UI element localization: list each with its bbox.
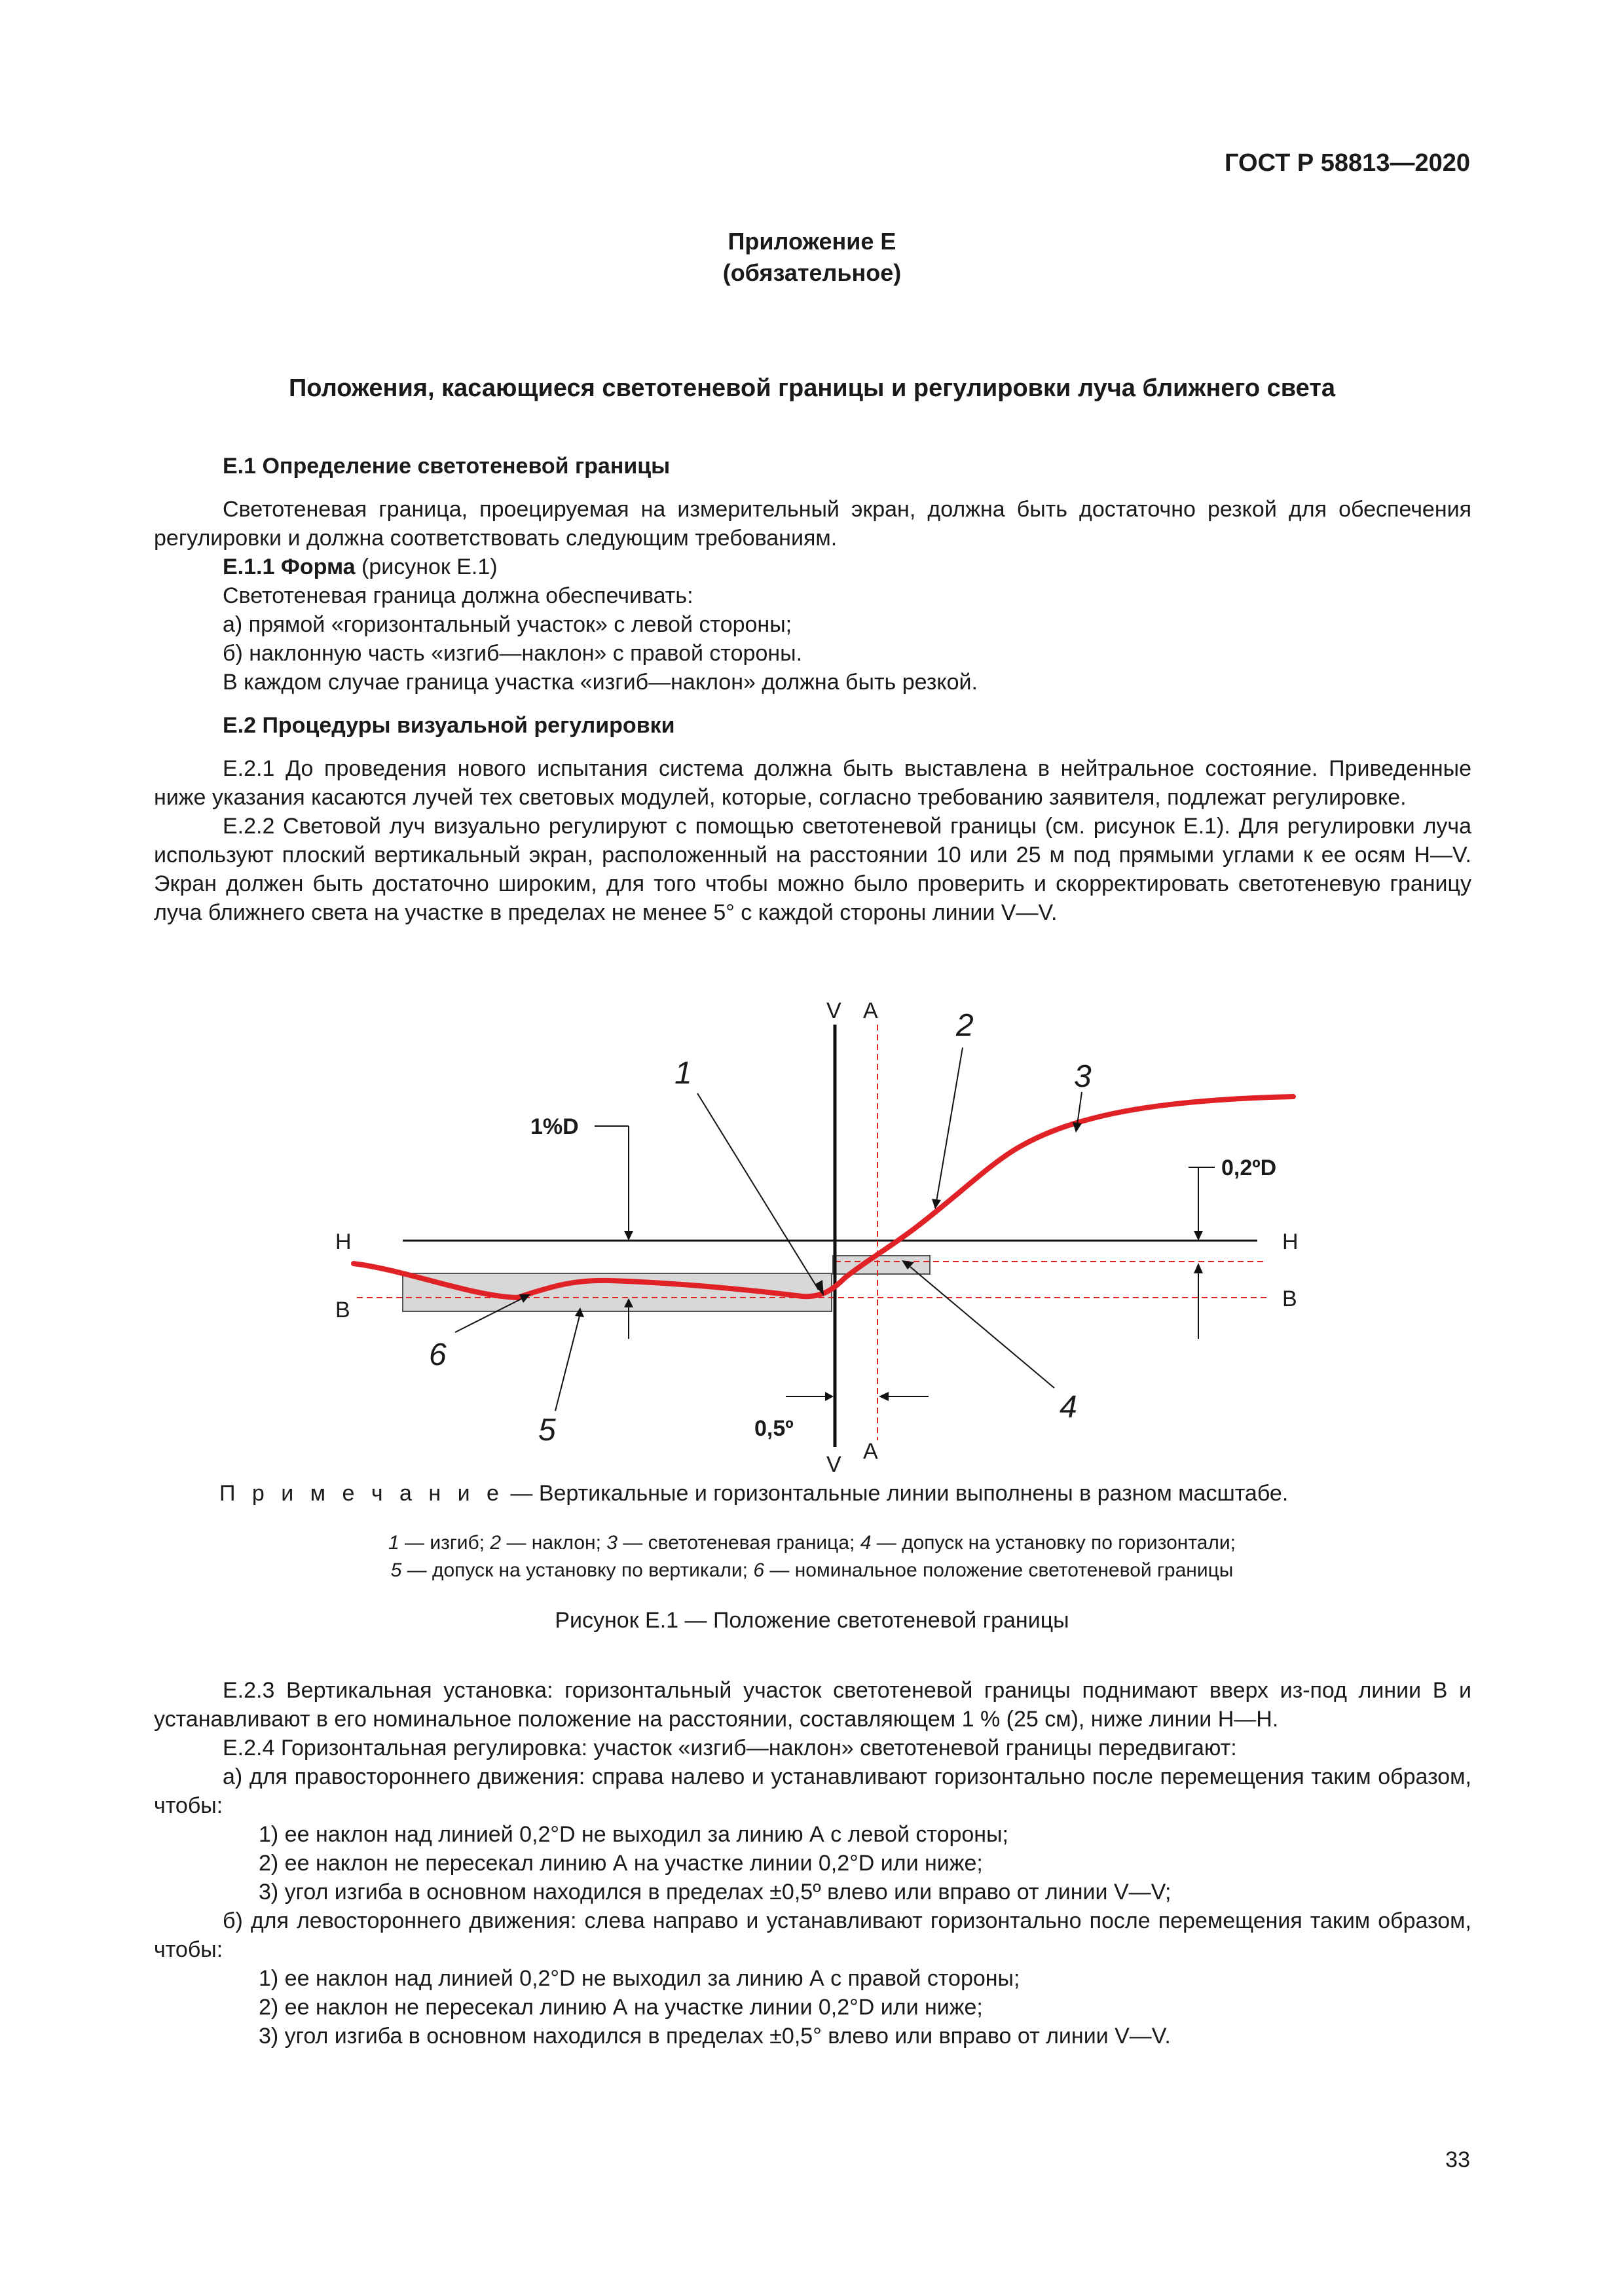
note-text: — Вертикальные и горизонтальные линии выполнены в разном масштабе. <box>504 1481 1289 1506</box>
arrow-zero2d-up <box>1194 1263 1203 1273</box>
label-one-pct-d: 1%D <box>530 1114 579 1139</box>
list-item-a1: 1) ее наклон над линией 0,2°D не выходил за линию А с левой стороны; <box>259 1822 1008 1847</box>
appendix-main-title: Положения, касающиеся светотеневой границы и регулировки луча ближнего света <box>288 374 1336 402</box>
callout-2: 2 <box>956 1008 974 1043</box>
section-e23-e24-text <box>154 1676 1471 2050</box>
label-v-top: V <box>826 998 841 1023</box>
callout-5: 5 <box>538 1413 556 1448</box>
label-v-bottom: V <box>826 1452 841 1477</box>
paragraph-e11-intro: Светотеневая граница должна обеспечивать: <box>223 583 693 608</box>
section-e1-e2-text <box>154 452 1471 927</box>
label-h-left: H <box>335 1230 352 1254</box>
list-item-a-intro: а) для правостороннего движения: справа налево и устанавливают горизонтально после перемещения таким образом, чтобы: <box>154 1764 1471 1818</box>
label-b-left: B <box>335 1298 350 1322</box>
subsection-e11-label: Е.1.1 Форма <box>223 555 356 579</box>
section-e1-heading: Е.1 Определение светотеневой границы <box>223 454 671 479</box>
callout-3: 3 <box>1074 1059 1092 1094</box>
callout-1: 1 <box>674 1056 692 1091</box>
paragraph-e11-c: В каждом случае граница участка «изгиб—наклон» должна быть резкой. <box>223 670 978 695</box>
figure-e1-diagram <box>0 982 1624 1480</box>
list-item-a2: 2) ее наклон не пересекал линию А на участке линии 0,2°D или ниже; <box>259 1851 983 1876</box>
label-zero2-d: 0,2ºD <box>1221 1156 1277 1180</box>
arrow-half-degree-left <box>825 1392 834 1401</box>
paragraph-e24: Е.2.4 Горизонтальная регулировка: участок «изгиб—наклон» светотеневой границы передвигают: <box>223 1736 1237 1760</box>
figure-note <box>219 1481 1288 1506</box>
callout-6: 6 <box>429 1338 447 1372</box>
paragraph-e21: Е.2.1 До проведения нового испытания система должна быть выставлена в нейтральное состояние. Приведенные ниже указания касаются лучей тех световых модулей, которые, согласно требованию заявителя, подлежат регулировке. <box>154 756 1471 810</box>
appendix-title: Приложение Е <box>728 228 896 255</box>
arrow-one-pct-d <box>624 1231 633 1241</box>
leader-2 <box>936 1048 963 1201</box>
list-item-a3: 3) угол изгиба в основном находился в пределах ±0,5º влево или вправо от линии V—V; <box>259 1880 1172 1904</box>
leader-5 <box>555 1316 580 1411</box>
page-number: 33 <box>1445 2147 1470 2172</box>
appendix-status: (обязательное) <box>722 259 902 286</box>
leader-4 <box>910 1267 1054 1388</box>
arrow-half-degree-right <box>879 1392 889 1401</box>
list-item-b3: 3) угол изгиба в основном находился в пределах ±0,5° влево или вправо от линии V—V. <box>259 2024 1171 2049</box>
label-a-bottom: A <box>863 1439 878 1464</box>
arrow-3 <box>1073 1122 1082 1133</box>
callout-4: 4 <box>1060 1390 1077 1425</box>
cutoff-line <box>354 1097 1293 1298</box>
label-h-right: H <box>1282 1230 1299 1254</box>
arrow-zero2d-down <box>1194 1231 1203 1241</box>
label-half-degree: 0,5º <box>754 1416 794 1441</box>
list-item-b1: 1) ее наклон над линией 0,2°D не выходил за линию А с правой стороны; <box>259 1966 1020 1991</box>
note-label: П р и м е ч а н и е <box>219 1481 504 1506</box>
label-b-right: B <box>1282 1286 1297 1311</box>
legend-line-1: 1 — изгиб; 2 — наклон; 3 — светотеневая граница; 4 — допуск на установку по горизонтали; <box>388 1532 1236 1554</box>
label-a-top: A <box>863 998 878 1023</box>
appendix-heading <box>0 226 1624 289</box>
paragraph-e23: Е.2.3 Вертикальная установка: горизонтальный участок светотеневой границы поднимают вверх из-под линии В и устанавливают в его номинальное положение на расстоянии, составляющем 1 % (25 см), ниже линии Н—Н. <box>154 1678 1471 1732</box>
list-item-b-intro: б) для левостороннего движения: слева направо и устанавливают горизонтально после перемещения таким образом, чтобы: <box>154 1908 1471 1962</box>
subsection-e11-ref: (рисунок Е.1) <box>355 555 498 579</box>
paragraph-e22: Е.2.2 Световой луч визуально регулируют с помощью светотеневой границы (см. рисунок Е.1). Для регулировки луча используют плоский вертикальный экран, расположенный на расстоянии 10 или 25 м под прямыми углами к ее осям Н—V. Экран должен быть достаточно широким, для того чтобы можно было проверить и скорректировать светотеневую границу луча ближнего света на участке в пределах не менее 5° с каждой стороны линии V—V. <box>154 814 1471 925</box>
list-item-e11-a: а) прямой «горизонтальный участок» с левой стороны; <box>223 612 792 637</box>
paragraph-e1: Светотеневая граница, проецируемая на измерительный экран, должна быть достаточно резкой для обеспечения регулировки и должна соответствовать следующим требованиям. <box>154 497 1471 551</box>
legend-line-2: 5 — допуск на установку по вертикали; 6 — номинальное положение светотеневой границы <box>390 1559 1234 1581</box>
list-item-e11-b: б) наклонную часть «изгиб—наклон» с правой стороны. <box>223 641 803 666</box>
leader-1 <box>697 1093 819 1290</box>
subsection-e11-heading <box>154 553 1471 581</box>
figure-caption: Рисунок Е.1 — Положение светотеневой границы <box>555 1608 1069 1633</box>
figure-legend <box>0 1529 1624 1584</box>
document-code: ГОСТ Р 58813—2020 <box>1225 149 1470 177</box>
section-e2-heading: Е.2 Процедуры визуальной регулировки <box>223 713 675 738</box>
list-item-b2: 2) ее наклон не пересекал линию А на участке линии 0,2°D или ниже; <box>259 1995 983 2020</box>
